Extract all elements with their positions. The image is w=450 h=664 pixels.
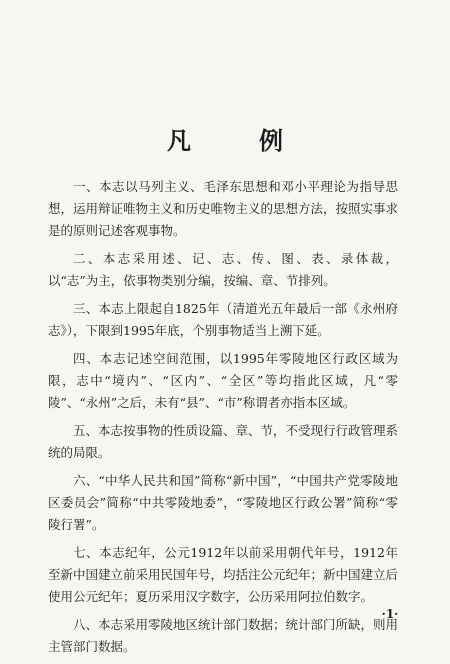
paragraph-3: 三、本志上限起自1825年（清道光五年最后一部《永州府志》），下限到1995年底，个别事物适当上溯下延。 <box>48 301 398 338</box>
paragraph-8: 八、本志采用零陵地区统计部门数据；统计部门所缺，则用主管部门数据。 <box>48 617 399 654</box>
paragraph-5: 五、本志按事物的性质设篇、章、节，不受现行行政管理系统的局限。 <box>48 423 399 460</box>
paragraph-2: 二、本志采用述、记、志、传、图、表、录体裁，以“志”为主，依事物类别分编，按编、章、节排列。 <box>48 251 398 288</box>
paragraph-4: 四、本志记述空间范围，以1995年零陵地区行政区域为限，志中“境内”、“区内”、“全区”等均指此区域，凡“零陵”、“永州”之后，未有“县”、“市”称谓者亦指本区域。 <box>48 351 398 410</box>
page-title: 凡 例 <box>167 126 305 155</box>
body-text <box>48 176 398 664</box>
page-number: ·1· <box>381 607 399 621</box>
paragraph-1: 一、本志以马列主义、毛泽东思想和邓小平理论为指导思想，运用辩证唯物主义和历史唯物主义的思想方法，按照实事求是的原则记述客观事物。 <box>48 179 399 238</box>
paragraph-7: 七、本志纪年，公元1912年以前采用朝代年号，1912年至新中国建立前采用民国年号，均括注公元纪年；新中国建立后使用公元纪年；夏历采用汉字数字，公历采用阿拉伯数字。 <box>48 545 399 604</box>
paragraph-6: 六、“中华人民共和国”简称“新中国”，“中国共产党零陵地区委员会”简称“中共零陵地委”，“零陵地区行政公署”简称“零陵行署”。 <box>48 473 398 532</box>
